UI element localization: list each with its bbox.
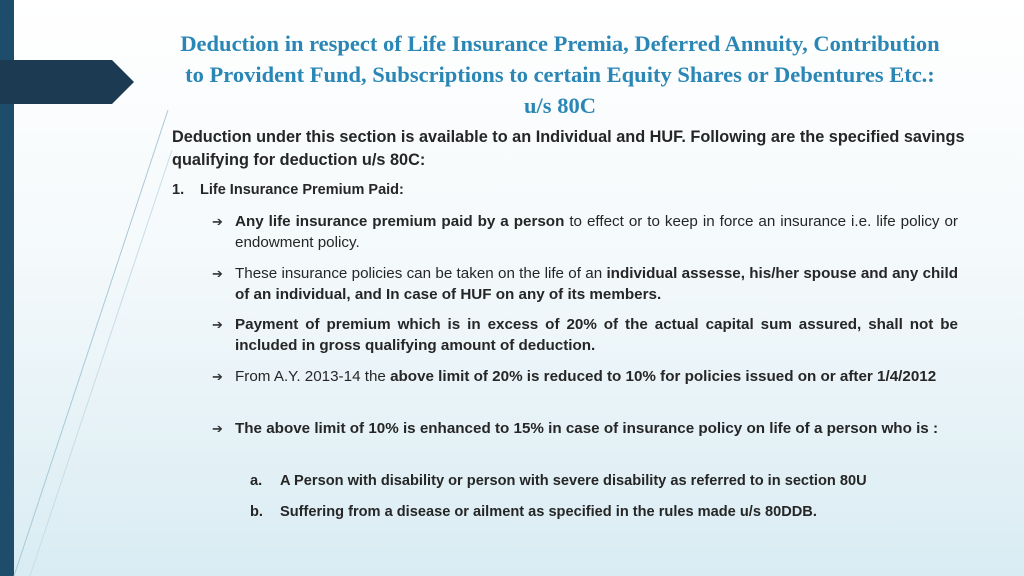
bullet-item bbox=[212, 419, 958, 440]
bullet-item bbox=[212, 264, 958, 305]
intro-paragraph: Deduction under this section is available to an Individual and HUF. Following are the specified savings qualifying for deduction u/s 80C: bbox=[172, 128, 965, 169]
slide-title: Deduction in respect of Life Insurance Premia, Deferred Annuity, Contribution to Provident Fund, Subscriptions to certain Equity Shares or Debentures Etc.: u/s 80C bbox=[180, 31, 940, 118]
item-label: Life Insurance Premium Paid: bbox=[200, 182, 404, 198]
arrow-right-icon: ➔ bbox=[212, 421, 223, 436]
bullet-bold-text: The above limit of 10% is enhanced to 15% in case of insurance policy on life of a person who is : bbox=[235, 420, 939, 437]
numbered-item-1 bbox=[172, 182, 404, 198]
bullet-text: These insurance policies can be taken on the life of an bbox=[235, 265, 607, 282]
arrow-right-icon: ➔ bbox=[212, 266, 223, 281]
arrow-right-icon: ➔ bbox=[212, 369, 223, 384]
bullet-text: From A.Y. 2013-14 the bbox=[235, 368, 391, 385]
sub-item-text: Suffering from a disease or ailment as specified in the rules made u/s 80DDB. bbox=[280, 504, 817, 520]
bullet-bold-text: above limit of 20% is reduced to 10% for policies issued on or after 1/4/2012 bbox=[390, 368, 937, 385]
bullet-text: to effect or to keep in force an insurance i.e. life policy or endowment policy. bbox=[235, 213, 958, 251]
arrow-right-icon: ➔ bbox=[212, 214, 223, 229]
sub-item-text: A Person with disability or person with severe disability as referred to in section 80U bbox=[280, 473, 867, 489]
bullet-item bbox=[212, 212, 958, 253]
sub-item-letter: a. bbox=[250, 473, 263, 489]
bullet-bold-text: Payment of premium which is in excess of 20% of the actual capital sum assured, shall not be included in gross qualifying amount of deduction. bbox=[235, 316, 958, 354]
bullet-item bbox=[212, 367, 958, 388]
item-number: 1. bbox=[172, 182, 185, 198]
bullet-bold-text: Any life insurance premium paid by a person bbox=[235, 213, 565, 230]
bullet-item bbox=[212, 315, 958, 356]
sub-item-b bbox=[250, 502, 970, 522]
bullet-bold-text: individual assesse, his/her spouse and any child of an individual, and In case of HUF on any of its members. bbox=[235, 265, 959, 303]
arrow-right-icon: ➔ bbox=[212, 317, 223, 332]
sub-item-a bbox=[250, 471, 970, 491]
sub-item-letter: b. bbox=[250, 504, 263, 520]
